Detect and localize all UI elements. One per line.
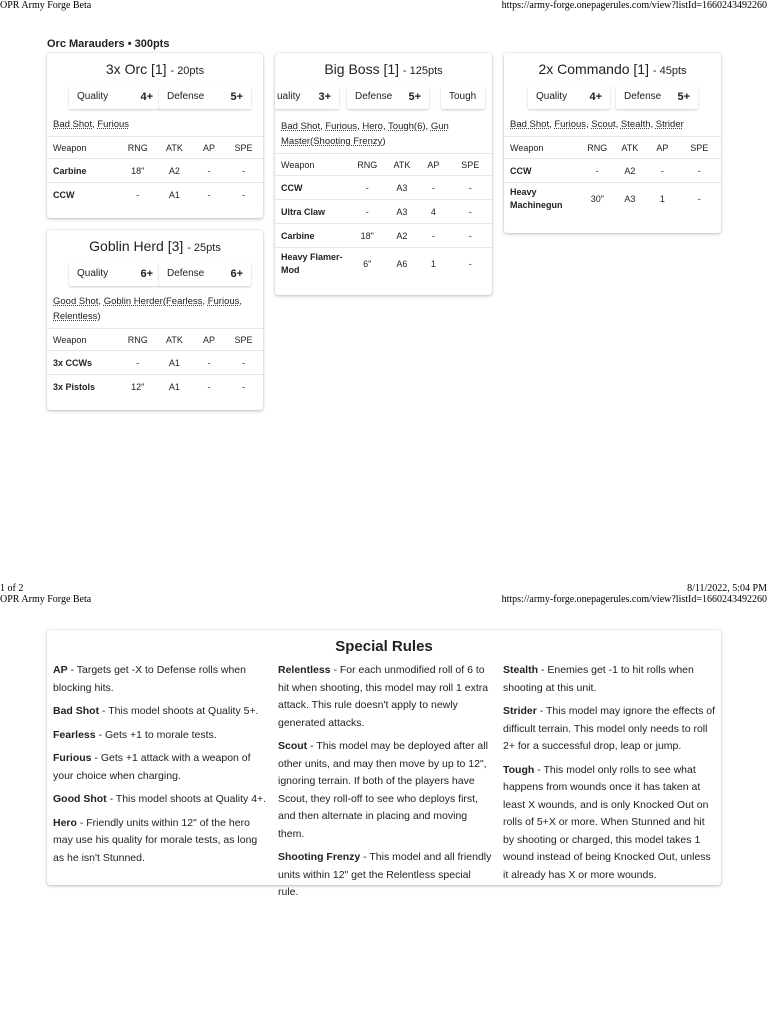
weapon-name: CCW xyxy=(504,159,582,183)
weapon-row xyxy=(275,176,492,200)
weapon-stat: A2 xyxy=(612,159,647,183)
special-rule-name: Good Shot xyxy=(53,793,107,805)
weapon-stat: - xyxy=(349,200,386,224)
unit-points: - 125pts xyxy=(402,65,443,77)
weapon-row xyxy=(504,159,721,183)
weapons-header-cell: ATK xyxy=(386,154,419,176)
weapons-header-cell: AP xyxy=(418,154,448,176)
special-rule-name: Strider xyxy=(503,705,537,717)
quality-value: 6+ xyxy=(140,268,153,280)
weapons-table xyxy=(275,153,492,280)
special-rule-entry xyxy=(503,762,717,885)
weapons-header-cell: ATK xyxy=(155,329,194,351)
unit-rules: Bad Shot, Furious, Scout, Stealth, Strider xyxy=(510,119,684,130)
quality-value: 3+ xyxy=(318,91,331,103)
weapon-stat: 1 xyxy=(418,248,448,280)
weapon-stat: - xyxy=(449,176,492,200)
special-rule-name: Scout xyxy=(278,740,308,752)
weapon-stat: 1 xyxy=(647,183,677,215)
special-rule-text: - This model shoots at Quality 5+. xyxy=(99,705,259,717)
weapon-stat: - xyxy=(449,248,492,280)
weapon-stat: - xyxy=(224,351,263,375)
print-footer-page: 1 of 2 xyxy=(0,583,24,594)
weapon-stat: 12" xyxy=(120,375,155,399)
weapons-header-cell: SPE xyxy=(678,137,721,159)
quality-badge xyxy=(69,85,161,109)
defense-value: 5+ xyxy=(230,91,243,103)
quality-label: Quality xyxy=(77,268,109,279)
weapons-header-row xyxy=(47,329,263,351)
weapon-name: CCW xyxy=(47,183,120,207)
special-rule-link: Scout xyxy=(591,119,616,130)
weapon-stat: 6" xyxy=(349,248,386,280)
defense-label: Defense xyxy=(355,91,393,102)
special-rules-column xyxy=(503,662,717,890)
weapon-name: Heavy Flamer-Mod xyxy=(275,248,349,280)
defense-value: 6+ xyxy=(230,268,243,280)
weapons-header-cell: RNG xyxy=(349,154,386,176)
weapons-header-cell: Weapon xyxy=(504,137,582,159)
weapon-stat: 4 xyxy=(418,200,448,224)
quality-label: Quality xyxy=(77,91,109,102)
weapon-stat: - xyxy=(224,183,263,207)
unit-name: 2x Commando [1] xyxy=(538,61,649,77)
special-rule-entry xyxy=(53,791,267,809)
weapon-name: 3x CCWs xyxy=(47,351,120,375)
weapon-stat: - xyxy=(194,351,224,375)
special-rule-link: Stealth xyxy=(620,119,651,130)
tough-badge xyxy=(441,85,485,109)
weapon-stat: A6 xyxy=(386,248,419,280)
special-rule-entry xyxy=(53,703,267,721)
special-rule-name: Shooting Frenzy xyxy=(278,851,361,863)
unit-card xyxy=(504,53,721,233)
special-rule-link: Bad Shot xyxy=(281,121,321,132)
weapon-stat: A1 xyxy=(155,351,194,375)
special-rule-entry xyxy=(53,815,267,868)
unit-rules: Bad Shot, Furious xyxy=(53,119,130,130)
weapons-table xyxy=(47,328,263,399)
weapons-table xyxy=(47,136,263,207)
special-rule-text: - This model may be deployed after all other units, and may then move by up to 12", ignoring terrain. If both of the players have Scout, they roll-off to see who deploys first, and then alternate in placing and moving them. xyxy=(278,740,488,840)
special-rule-name: Bad Shot xyxy=(53,705,100,717)
weapons-header-cell: RNG xyxy=(582,137,612,159)
weapons-table xyxy=(504,136,721,215)
weapon-stat: - xyxy=(224,375,263,399)
weapon-row xyxy=(47,351,263,375)
special-rule-text: - Targets get -X to Defense rolls when blocking hits. xyxy=(53,664,246,694)
weapon-name: 3x Pistols xyxy=(47,375,120,399)
weapons-header-cell: AP xyxy=(647,137,677,159)
defense-label: Defense xyxy=(167,268,205,279)
weapons-header-cell: Weapon xyxy=(275,154,349,176)
weapon-stat: - xyxy=(678,183,721,215)
special-rule-link: Furious, xyxy=(207,296,243,307)
weapons-header-cell: Weapon xyxy=(47,137,120,159)
special-rule-text: - This model and all friendly units within 12" get the Relentless special rule. xyxy=(278,851,492,898)
weapon-stat: - xyxy=(418,224,448,248)
special-rule-entry xyxy=(503,662,717,697)
defense-badge xyxy=(347,85,429,109)
unit-name: 3x Orc [1] xyxy=(105,61,167,77)
quality-value: 4+ xyxy=(140,91,153,103)
defense-badge xyxy=(159,262,251,286)
weapon-name: Carbine xyxy=(47,159,120,183)
special-rule-link: Hero xyxy=(362,121,383,132)
defense-label: Defense xyxy=(167,91,205,102)
weapons-header-row xyxy=(504,137,721,159)
weapons-header-cell: Weapon xyxy=(47,329,120,351)
special-rule-text: - This model shoots at Quality 4+. xyxy=(106,793,267,805)
unit-points: - 45pts xyxy=(652,65,687,77)
weapon-stat: - xyxy=(349,176,386,200)
unit-stats xyxy=(47,85,263,113)
quality-badge xyxy=(69,262,161,286)
special-rule-link: Strider xyxy=(655,119,684,130)
weapon-stat: A3 xyxy=(386,176,419,200)
unit-title xyxy=(47,53,263,85)
weapon-stat: 30" xyxy=(582,183,612,215)
special-rule-entry xyxy=(53,750,267,785)
weapon-stat: - xyxy=(449,224,492,248)
weapon-stat: - xyxy=(582,159,612,183)
weapon-stat: - xyxy=(120,183,155,207)
tough-label: Tough xyxy=(449,91,477,102)
special-rules-card xyxy=(47,630,721,898)
weapon-name: CCW xyxy=(275,176,349,200)
unit-rules: Good Shot, Goblin Herder(Fearless, Furious, Relentless) xyxy=(53,296,243,322)
special-rule-name: Furious xyxy=(53,752,92,764)
weapon-stat: - xyxy=(449,200,492,224)
special-rule-text: - This model only rolls to see what happens from wounds once it has taken at least X wounds, and is only Knocked Out on rolls of 5+X or more. When Stunned and hit by shooting or charged, this model takes 1 wound instead of being Knocked Out, unless it already has X or more wounds. xyxy=(503,763,711,881)
unit-stats xyxy=(47,262,263,290)
unit-title xyxy=(47,230,263,262)
weapons-header-cell: ATK xyxy=(612,137,647,159)
special-rule-text: - Gets +1 to morale tests. xyxy=(95,728,217,741)
special-rule-link: Bad Shot xyxy=(510,119,550,130)
weapon-row xyxy=(47,183,263,207)
unit-card xyxy=(275,53,492,295)
weapon-stat: - xyxy=(194,375,224,399)
weapon-stat: - xyxy=(224,159,263,183)
weapon-stat: - xyxy=(120,351,155,375)
weapons-header-cell: SPE xyxy=(224,329,263,351)
weapon-row xyxy=(275,248,492,280)
quality-badge xyxy=(275,85,339,109)
weapon-stat: A3 xyxy=(612,183,647,215)
special-rule-text: - Enemies get -1 to hit rolls when shooting at this unit. xyxy=(503,664,694,694)
special-rules-title: Special Rules xyxy=(335,638,433,655)
weapon-stat: A2 xyxy=(155,159,194,183)
weapon-stat: A2 xyxy=(386,224,419,248)
special-rule-entry xyxy=(53,727,267,745)
unit-title xyxy=(275,53,492,85)
weapon-stat: A3 xyxy=(386,200,419,224)
special-rule-text: - For each unmodified roll of 6 to hit when shooting, this model may roll 1 extra attack. This rule doesn't apply to newly generated attacks. xyxy=(278,664,489,729)
weapon-row xyxy=(47,159,263,183)
special-rule-link: Furious xyxy=(325,121,358,132)
weapons-header-cell: AP xyxy=(194,329,224,351)
unit-card xyxy=(47,53,263,218)
unit-card xyxy=(47,230,263,410)
unit-rules: Bad Shot, Furious, Hero, Tough(6), Gun Master(Shooting Frenzy) xyxy=(281,121,449,147)
print-header-url-2: https://army-forge.onepagerules.com/view?listId=1660243492260 xyxy=(501,594,767,605)
weapon-row xyxy=(504,183,721,215)
special-rules-column xyxy=(53,662,267,873)
weapon-stat: - xyxy=(418,176,448,200)
special-rule-text: - Gets +1 attack with a weapon of your choice when charging. xyxy=(53,752,251,782)
weapon-stat: - xyxy=(647,159,677,183)
weapon-stat: - xyxy=(678,159,721,183)
weapon-row xyxy=(47,375,263,399)
weapons-header-cell: RNG xyxy=(120,329,155,351)
special-rule-name: Fearless xyxy=(53,728,96,741)
special-rule-name: AP xyxy=(53,664,68,676)
print-footer-date: 8/11/2022, 5:04 PM xyxy=(687,583,767,594)
weapons-header-row xyxy=(275,154,492,176)
unit-title xyxy=(504,53,721,85)
special-rules-column xyxy=(278,662,492,908)
special-rule-entry xyxy=(278,738,492,843)
special-rule-text: - This model may ignore the effects of difficult terrain. This model only needs to roll 2+ for a successful drop, leap or jump. xyxy=(503,705,716,752)
weapon-name: Heavy Machinegun xyxy=(504,183,582,215)
weapons-header-cell: RNG xyxy=(120,137,155,159)
weapon-name: Ultra Claw xyxy=(275,200,349,224)
weapons-header-cell: SPE xyxy=(449,154,492,176)
special-rule-entry xyxy=(278,849,492,902)
weapons-header-cell: AP xyxy=(194,137,224,159)
weapon-row xyxy=(275,224,492,248)
special-rule-link: Furious xyxy=(554,119,587,130)
print-header-title: OPR Army Forge Beta xyxy=(0,0,92,11)
special-rule-link: Bad Shot xyxy=(53,119,93,130)
unit-name: Goblin Herd [3] xyxy=(89,238,184,254)
special-rule-name: Tough xyxy=(503,763,535,776)
special-rule-name: Relentless xyxy=(278,664,331,676)
quality-badge xyxy=(528,85,610,109)
special-rule-name: Stealth xyxy=(503,664,539,676)
unit-name: Big Boss [1] xyxy=(324,61,400,77)
defense-badge xyxy=(159,85,251,109)
defense-label: Defense xyxy=(624,91,662,102)
print-header-url: https://army-forge.onepagerules.com/view?listId=1660243492260 xyxy=(501,0,767,11)
special-rule-text: - Friendly units within 12" of the hero may use his quality for morale tests, as long as he isn't Stunned. xyxy=(53,816,258,864)
unit-points: - 25pts xyxy=(187,242,221,254)
defense-value: 5+ xyxy=(677,91,690,103)
weapon-name: Carbine xyxy=(275,224,349,248)
unit-stats xyxy=(504,85,721,113)
special-rule-link: Relentless) xyxy=(53,311,101,322)
special-rule-link: Gun Master(Shooting Frenzy) xyxy=(281,121,449,147)
weapon-row xyxy=(275,200,492,224)
defense-value: 5+ xyxy=(408,91,421,103)
quality-label: Quality xyxy=(536,91,568,102)
special-rule-link: Good Shot xyxy=(53,296,99,307)
weapon-stat: A1 xyxy=(155,375,194,399)
special-rule-name: Hero xyxy=(53,816,77,829)
special-rule-link: Goblin Herder(Fearless, xyxy=(103,296,206,307)
weapon-stat: A1 xyxy=(155,183,194,207)
quality-value: 4+ xyxy=(589,91,602,103)
special-rule-entry xyxy=(53,662,267,697)
weapons-header-row xyxy=(47,137,263,159)
weapon-stat: - xyxy=(194,159,224,183)
print-header-title-2: OPR Army Forge Beta xyxy=(0,594,92,605)
weapons-header-cell: SPE xyxy=(224,137,263,159)
defense-badge xyxy=(616,85,698,109)
weapon-stat: 18" xyxy=(349,224,386,248)
unit-stats xyxy=(275,85,492,113)
special-rule-entry xyxy=(278,662,492,732)
weapons-header-cell: ATK xyxy=(155,137,194,159)
army-title: Orc Marauders • 300pts xyxy=(47,38,170,50)
quality-label: uality xyxy=(277,91,301,102)
special-rule-link: Tough(6) xyxy=(388,121,426,132)
special-rule-entry xyxy=(503,703,717,756)
weapon-stat: 18" xyxy=(120,159,155,183)
special-rule-link: Furious xyxy=(97,119,130,130)
weapon-stat: - xyxy=(194,183,224,207)
unit-points: - 20pts xyxy=(170,65,205,77)
